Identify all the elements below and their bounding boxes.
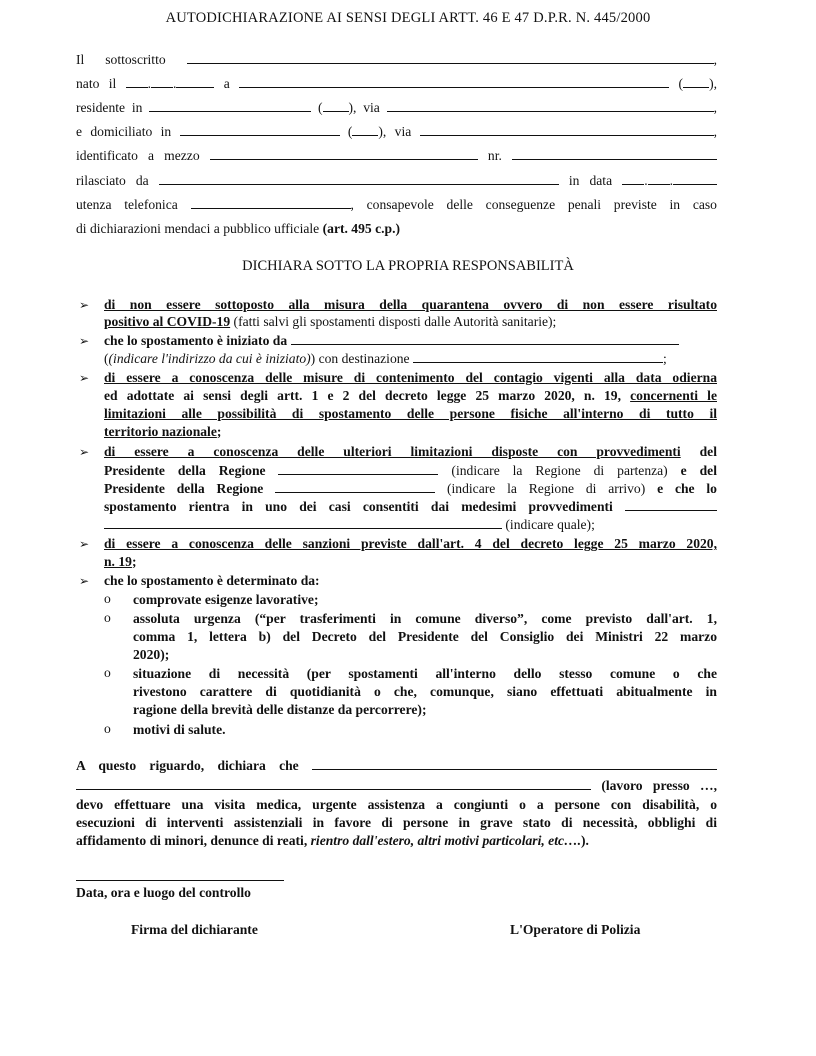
- field-via-residenza[interactable]: [387, 99, 714, 112]
- arrow-bullet-icon: ➢: [79, 334, 90, 348]
- label-firma-dichiarante: Firma del dichiarante: [131, 922, 258, 937]
- field-ril-giorno[interactable]: [622, 172, 644, 185]
- circle-bullet-icon: o: [104, 610, 111, 625]
- field-data-luogo[interactable]: [76, 880, 284, 881]
- line-identificato: identificato a mezzo nr.: [76, 147, 717, 164]
- field-destinazione[interactable]: [413, 350, 663, 363]
- option-urgenza[interactable]: assoluta urgenza (“per trasferimenti in comune diverso”, come previsto dall'art. 1,: [133, 611, 717, 626]
- field-regione-arrivo[interactable]: [275, 480, 435, 493]
- field-rilasciato-da[interactable]: [159, 172, 559, 185]
- page-title: AUTODICHIARAZIONE AI SENSI DEGLI ARTT. 46 E 47 D.P.R. N. 445/2000: [165, 10, 651, 26]
- line-residente: residente in ( ), via ,: [76, 100, 718, 115]
- field-numero-documento[interactable]: [512, 147, 717, 160]
- line-rilasciato: rilasciato da in data . .: [76, 172, 717, 189]
- circle-bullet-icon: o: [104, 591, 111, 606]
- option-lavoro[interactable]: comprovate esigenze lavorative;: [133, 592, 319, 607]
- field-domicilio[interactable]: [180, 123, 340, 136]
- field-provvedimento[interactable]: [625, 498, 717, 511]
- field-mese[interactable]: [151, 75, 173, 88]
- line-utenza: utenza telefonica , consapevole delle conseguenze penali previste in caso: [76, 197, 717, 212]
- line-domiciliato: e domiciliato in ( ), via ,: [76, 124, 717, 139]
- circle-bullet-icon: o: [104, 665, 111, 680]
- line-dichiarazioni: di dichiarazioni mendaci a pubblico ufficiale (art. 495 c.p.): [76, 221, 401, 236]
- field-caso-consentito[interactable]: [104, 516, 502, 529]
- arrow-bullet-icon: ➢: [79, 298, 90, 312]
- arrow-bullet-icon: ➢: [79, 537, 90, 551]
- field-nome[interactable]: [187, 51, 714, 64]
- option-salute[interactable]: motivi di salute.: [133, 722, 226, 737]
- arrow-bullet-icon: ➢: [79, 371, 90, 385]
- label-operatore-polizia: L'Operatore di Polizia: [510, 922, 641, 937]
- line-sottoscritto: Il sottoscritto ,: [76, 52, 717, 67]
- line-nato: nato il . . a ( ),: [76, 76, 717, 91]
- field-documento[interactable]: [210, 147, 478, 160]
- field-motivo[interactable]: [312, 757, 717, 770]
- declaration-heading: DICHIARA SOTTO LA PROPRIA RESPONSABILITÀ: [242, 258, 574, 274]
- circle-bullet-icon: o: [104, 721, 111, 736]
- field-via-domicilio[interactable]: [420, 123, 714, 136]
- field-prov-residenza[interactable]: [323, 99, 349, 112]
- field-anno[interactable]: [176, 75, 214, 88]
- field-prov-nascita[interactable]: [683, 75, 709, 88]
- field-luogo-nascita[interactable]: [239, 75, 669, 88]
- field-residenza[interactable]: [149, 99, 311, 112]
- field-motivo-continua[interactable]: [76, 777, 591, 790]
- field-prov-domicilio[interactable]: [352, 123, 378, 136]
- field-ril-anno[interactable]: [673, 172, 717, 185]
- field-telefono[interactable]: [191, 196, 351, 209]
- field-inizio-spostamento[interactable]: [291, 332, 679, 345]
- label-data-luogo: Data, ora e luogo del controllo: [76, 885, 251, 900]
- field-giorno[interactable]: [126, 75, 148, 88]
- field-regione-partenza[interactable]: [278, 462, 438, 475]
- arrow-bullet-icon: ➢: [79, 574, 90, 588]
- option-necessita[interactable]: situazione di necessità (per spostamenti all'interno dello stesso comune o che: [133, 666, 717, 681]
- self-declaration-form: AUTODICHIARAZIONE AI SENSI DEGLI ARTT. 46 E 47 D.P.R. N. 445/2000 Il sottoscritto , nato il . . a ( ), residente in ( ), via , e domiciliato in ( ), via , identificato a mezzo nr. rilasciato da in data . . utenza telefonica , consapevole delle conseguenze penali previste in caso di dichiarazioni mendaci a pubblico ufficiale (art. 495 c.p.) DICHIARA SOTTO LA PROPRIA RESPONSABILITÀ ➢ di non essere sottoposto alla misura della quarantena ovvero di non essere risultato positivo al COVID-19 (fatti salvi gli spostamenti disposti dalle Autorità sanitarie); ➢ che lo spostamento è iniziato da ((indicare l'indirizzo da cui è iniziato)) con destinazione ; ➢ di essere a conoscenza delle misure di contenimento del contagio vigenti alla data odierna ed adottate ai sensi degli artt. 1 e 2 del decreto legge 25 marzo 2020, n. 19, concernenti le limitazioni alle possibilità di spostamento delle persone fisiche all'interno di tutto il territorio nazionale; ➢ di essere a conoscenza delle ulteriori limitazioni disposte con provvedimenti del Presidente della Regione (indicare la Regione di partenza) e del Presidente della Regione (indicare la Regione di arrivo) e che lo spostamento rientra in uno dei casi consentiti dai medesimi provvedimenti (indicare quale); ➢ di essere a conoscenza delle sanzioni previste dall'art. 4 del decreto legge 25 marzo 2020, n. 19; ➢ che lo spostamento è determinato da: o comprovate esigenze lavorative; o assoluta urgenza (“per trasferimenti in comune diverso”, come previsto dall'art. 1, comma 1, lettera b) del Decreto del Presidente del Consiglio dei Ministri 22 marzo 2020); o situazione di necessità (per spostamenti all'interno dello stesso comune o che rivestono carattere di quotidianità o che, comunque, siano effettuati abitualmente in ragione della brevità delle distanze da percorrere); o motivi di salute. A questo riguardo, dichiara che (lavoro presso …, devo effettuare una visita medica, urgente assistenza a congiunti o a persone con disabilità, o esecuzioni di interventi assistenziali in favore di persone in grave stato di necessità, obblighi di affidamento di minori, denunce di reati, rientro dall'estero, altri motivi particolari, etc….). Data, ora e luogo del controllo Firma del dichiarante L'Operatore di Polizia: [0, 0, 816, 1056]
- field-ril-mese[interactable]: [648, 172, 670, 185]
- arrow-bullet-icon: ➢: [79, 445, 90, 459]
